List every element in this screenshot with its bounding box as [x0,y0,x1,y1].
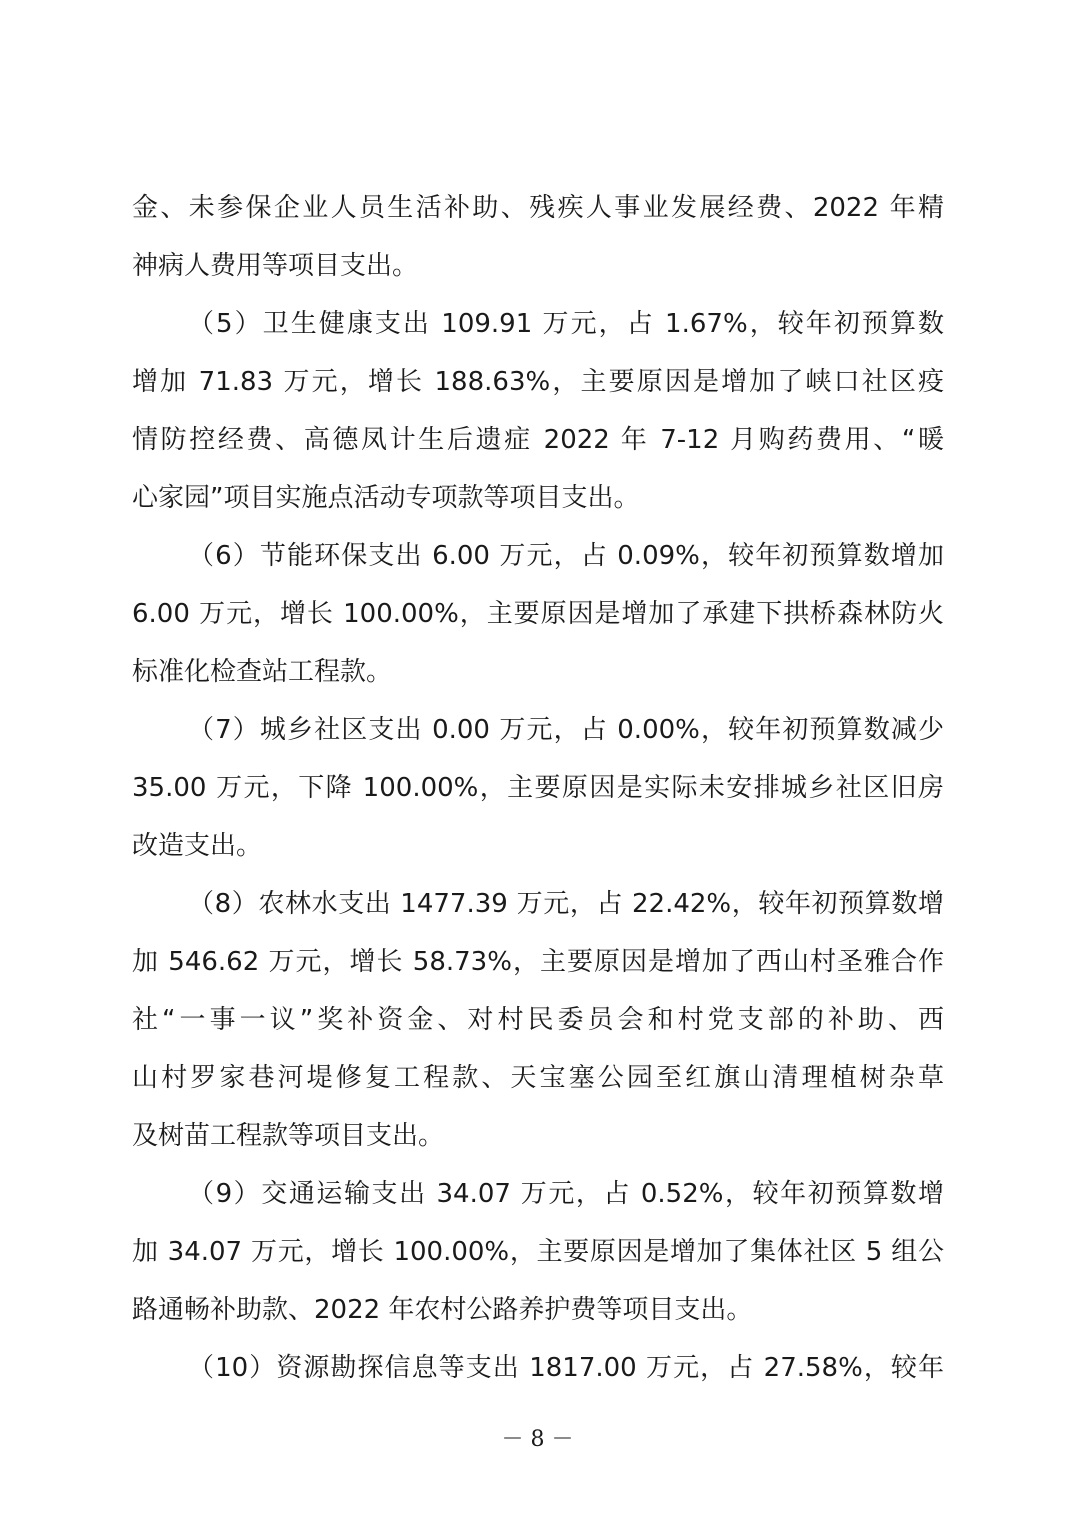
paragraph-start-line: （10）资源勘探信息等支出 1817.00 万元，占 27.58%，较年 [188,1353,944,1383]
text-line: 标准化检查站工程款。 [132,657,393,687]
text-line: 加 546.62 万元，增长 58.73%，主要原因是增加了西山村圣雅合作 [132,947,944,977]
paragraph-start-line: （6）节能环保支出 6.00 万元，占 0.09%，较年初预算数增加 [188,541,944,571]
text-line: 35.00 万元，下降 100.00%，主要原因是实际未安排城乡社区旧房 [132,773,944,803]
text-line: 神病人费用等项目支出。 [132,251,419,281]
paragraph-start-line: （7）城乡社区支出 0.00 万元，占 0.00%，较年初预算数减少 [188,715,944,745]
text-line: 山村罗家巷河堤修复工程款、天宝塞公园至红旗山清理植树杂草 [132,1063,944,1093]
text-line: 金、未参保企业人员生活补助、残疾人事业发展经费、2022 年精 [132,193,944,223]
text-line: 加 34.07 万元，增长 100.00%，主要原因是增加了集体社区 5 组公 [132,1237,944,1267]
text-line: 改造支出。 [132,831,263,861]
text-line: 及树苗工程款等项目支出。 [132,1121,445,1151]
paragraph-start-line: （9）交通运输支出 34.07 万元，占 0.52%，较年初预算数增 [188,1179,944,1209]
text-line: 心家园”项目实施点活动专项款等项目支出。 [132,483,640,513]
text-line: 情防控经费、高德凤计生后遗症 2022 年 7-12 月购药费用、“暖 [132,425,944,455]
page-number: － 8 － [501,1427,574,1452]
paragraph-start-line: （5）卫生健康支出 109.91 万元，占 1.67%，较年初预算数 [188,309,944,339]
text-line: 社“一事一议”奖补资金、对村民委员会和村党支部的补助、西 [132,1005,944,1035]
paragraph-start-line: （8）农林水支出 1477.39 万元，占 22.42%，较年初预算数增 [188,889,944,919]
text-line: 增加 71.83 万元，增长 188.63%，主要原因是增加了峡口社区疫 [132,367,944,397]
text-line: 6.00 万元，增长 100.00%，主要原因是增加了承建下拱桥森林防火 [132,599,944,629]
text-line: 路通畅补助款、2022 年农村公路养护费等项目支出。 [132,1295,753,1325]
